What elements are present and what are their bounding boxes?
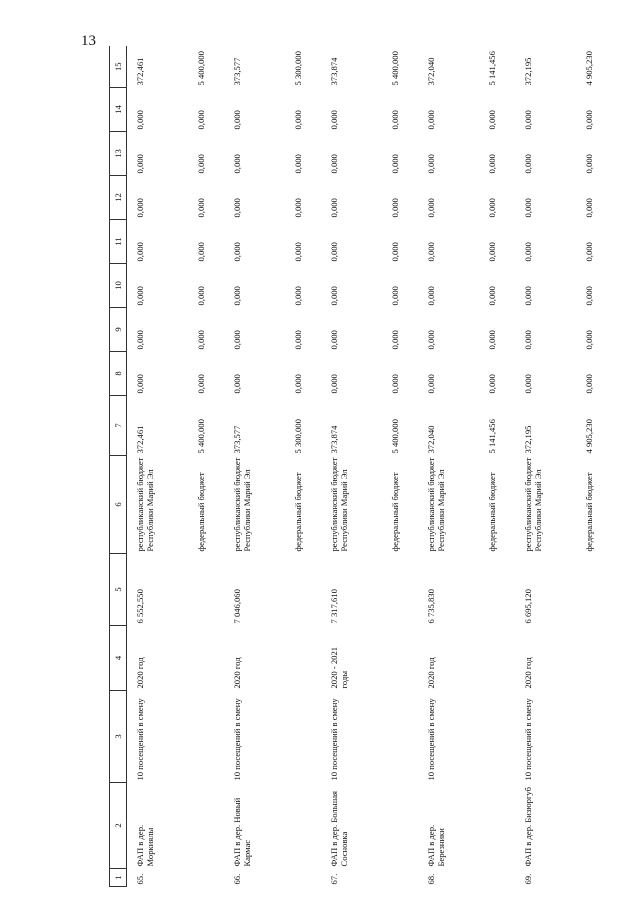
amount-cell: 0,000 xyxy=(390,330,400,350)
table-row xyxy=(224,47,290,887)
table-row xyxy=(515,47,581,887)
facility-name: ФАП в дер. Березники xyxy=(426,824,446,867)
amount-cell: 5 400,000 xyxy=(196,419,206,454)
amount-cell: 372,040 xyxy=(426,425,436,454)
amount-cell: 0,000 xyxy=(584,330,594,350)
table-row xyxy=(418,47,484,887)
amount-cell: 0,000 xyxy=(426,154,436,174)
total-cost: 7 046,060 xyxy=(232,589,242,624)
amount-cell: 0,000 xyxy=(135,154,145,174)
period: 2020 год xyxy=(426,657,436,689)
amount-cell: 0,000 xyxy=(390,242,400,262)
amount-cell: 0,000 xyxy=(426,286,436,306)
amount-cell: 5 300,000 xyxy=(293,419,303,454)
column-number: 14 xyxy=(110,88,127,132)
amount-cell: 0,000 xyxy=(426,242,436,262)
column-number-row xyxy=(110,47,127,887)
column-number: 9 xyxy=(110,308,127,352)
amount-cell: 0,000 xyxy=(135,286,145,306)
column-number: 2 xyxy=(110,783,127,869)
amount-cell: 0,000 xyxy=(196,374,206,394)
amount-cell: 0,000 xyxy=(390,110,400,130)
amount-cell: 0,000 xyxy=(135,198,145,218)
funding-source-republican: республиканский бюджет Республики Марий Эл xyxy=(426,457,446,552)
budget-table xyxy=(109,47,612,888)
amount-cell: 5 300,000 xyxy=(293,51,303,86)
capacity: 10 посещений в смену xyxy=(232,698,242,781)
amount-cell: 4 905,230 xyxy=(584,51,594,86)
total-cost: 6 695,120 xyxy=(523,589,533,624)
row-number: 67. xyxy=(329,873,339,885)
column-number: 3 xyxy=(110,691,127,783)
amount-cell: 0,000 xyxy=(196,330,206,350)
column-number: 15 xyxy=(110,47,127,88)
period: 2020 год xyxy=(523,657,533,689)
amount-cell: 0,000 xyxy=(426,198,436,218)
amount-cell: 4 905,230 xyxy=(584,419,594,454)
column-number: 11 xyxy=(110,220,127,264)
total-cost: 6 552,550 xyxy=(135,589,145,624)
amount-cell: 0,000 xyxy=(584,198,594,218)
amount-cell: 0,000 xyxy=(232,154,242,174)
amount-cell: 0,000 xyxy=(426,110,436,130)
amount-cell: 0,000 xyxy=(523,286,533,306)
amount-cell: 0,000 xyxy=(584,110,594,130)
amount-cell: 0,000 xyxy=(232,374,242,394)
amount-cell: 0,000 xyxy=(135,374,145,394)
amount-cell: 5 141,456 xyxy=(487,51,497,86)
amount-cell: 372,461 xyxy=(135,425,145,454)
amount-cell: 0,000 xyxy=(196,286,206,306)
amount-cell: 0,000 xyxy=(293,154,303,174)
amount-cell: 0,000 xyxy=(329,198,339,218)
amount-cell: 0,000 xyxy=(329,286,339,306)
total-cost: 6 735,830 xyxy=(426,589,436,624)
facility-name: ФАП в дер. Большая Сосновка xyxy=(329,790,349,867)
period: 2020 - 2021 годы xyxy=(329,646,349,689)
facility-name: ФАП в дер. Новый Кармас xyxy=(232,797,252,867)
amount-cell: 5 141,456 xyxy=(487,419,497,454)
rotated-table-page xyxy=(109,47,594,887)
amount-cell: 372,461 xyxy=(135,57,145,86)
column-number: 6 xyxy=(110,456,127,554)
amount-cell: 0,000 xyxy=(232,330,242,350)
amount-cell: 0,000 xyxy=(196,198,206,218)
amount-cell: 373,874 xyxy=(329,425,339,454)
amount-cell: 0,000 xyxy=(523,110,533,130)
funding-source-federal: федеральный бюджет xyxy=(390,472,400,552)
column-number: 12 xyxy=(110,176,127,220)
amount-cell: 0,000 xyxy=(293,198,303,218)
amount-cell: 0,000 xyxy=(390,286,400,306)
column-number: 4 xyxy=(110,626,127,691)
amount-cell: 373,577 xyxy=(232,57,242,86)
amount-cell: 0,000 xyxy=(135,110,145,130)
column-number: 1 xyxy=(110,869,127,887)
facility-name: ФАП в дер. Моркиялы xyxy=(135,824,155,867)
amount-cell: 0,000 xyxy=(584,242,594,262)
page-number: 13 xyxy=(81,33,96,49)
funding-source-republican: республиканский бюджет Республики Марий Эл xyxy=(232,457,252,552)
column-number: 5 xyxy=(110,554,127,626)
amount-cell: 0,000 xyxy=(487,330,497,350)
amount-cell: 0,000 xyxy=(487,110,497,130)
amount-cell: 0,000 xyxy=(487,154,497,174)
period: 2020 год xyxy=(232,657,242,689)
amount-cell: 0,000 xyxy=(584,154,594,174)
amount-cell: 0,000 xyxy=(135,242,145,262)
funding-source-republican: республиканский бюджет Республики Марий Эл xyxy=(523,457,543,552)
amount-cell: 0,000 xyxy=(487,242,497,262)
funding-source-republican: республиканский бюджет Республики Марий Эл xyxy=(329,457,349,552)
capacity: 10 посещений в смену xyxy=(329,698,339,781)
column-number: 10 xyxy=(110,264,127,308)
amount-cell: 0,000 xyxy=(293,242,303,262)
amount-cell: 0,000 xyxy=(329,242,339,262)
amount-cell: 5 400,000 xyxy=(390,419,400,454)
amount-cell: 0,000 xyxy=(523,198,533,218)
amount-cell: 0,000 xyxy=(329,330,339,350)
total-cost: 7 317,610 xyxy=(329,589,339,624)
amount-cell: 0,000 xyxy=(293,374,303,394)
amount-cell: 0,000 xyxy=(390,154,400,174)
amount-cell: 0,000 xyxy=(523,242,533,262)
amount-cell: 373,577 xyxy=(232,425,242,454)
column-number: 7 xyxy=(110,396,127,456)
amount-cell: 0,000 xyxy=(293,110,303,130)
amount-cell: 0,000 xyxy=(390,374,400,394)
amount-cell: 0,000 xyxy=(487,286,497,306)
amount-cell: 0,000 xyxy=(390,198,400,218)
row-number: 65. xyxy=(135,873,145,885)
amount-cell: 0,000 xyxy=(293,286,303,306)
funding-source-federal: федеральный бюджет xyxy=(293,472,303,552)
table-row xyxy=(127,47,194,887)
amount-cell: 0,000 xyxy=(329,110,339,130)
column-number: 13 xyxy=(110,132,127,176)
amount-cell: 0,000 xyxy=(293,330,303,350)
amount-cell: 0,000 xyxy=(487,374,497,394)
amount-cell: 0,000 xyxy=(135,330,145,350)
amount-cell: 0,000 xyxy=(523,154,533,174)
amount-cell: 0,000 xyxy=(232,286,242,306)
row-number: 68. xyxy=(426,873,436,885)
capacity: 10 посещений в смену xyxy=(523,698,533,781)
period: 2020 год xyxy=(135,657,145,689)
amount-cell: 373,874 xyxy=(329,57,339,86)
amount-cell: 0,000 xyxy=(487,198,497,218)
amount-cell: 0,000 xyxy=(584,286,594,306)
funding-source-federal: федеральный бюджет xyxy=(487,472,497,552)
amount-cell: 372,040 xyxy=(426,57,436,86)
row-number: 69. xyxy=(523,873,533,885)
amount-cell: 0,000 xyxy=(329,374,339,394)
amount-cell: 0,000 xyxy=(196,154,206,174)
column-number: 8 xyxy=(110,352,127,396)
capacity: 10 посещений в смену xyxy=(135,698,145,781)
table-row xyxy=(321,47,387,887)
capacity: 10 посещений в смену xyxy=(426,698,436,781)
amount-cell: 372,195 xyxy=(523,425,533,454)
funding-source-federal: федеральный бюджет xyxy=(196,472,206,552)
amount-cell: 0,000 xyxy=(196,110,206,130)
funding-source-republican: республиканский бюджет Республики Марий Эл xyxy=(135,457,155,552)
amount-cell: 0,000 xyxy=(523,330,533,350)
amount-cell: 0,000 xyxy=(196,242,206,262)
amount-cell: 5 400,000 xyxy=(390,51,400,86)
amount-cell: 0,000 xyxy=(232,110,242,130)
funding-source-federal: федеральный бюджет xyxy=(584,472,594,552)
amount-cell: 0,000 xyxy=(426,330,436,350)
amount-cell: 0,000 xyxy=(232,242,242,262)
amount-cell: 0,000 xyxy=(523,374,533,394)
amount-cell: 0,000 xyxy=(426,374,436,394)
amount-cell: 0,000 xyxy=(329,154,339,174)
amount-cell: 0,000 xyxy=(584,374,594,394)
amount-cell: 5 400,000 xyxy=(196,51,206,86)
amount-cell: 0,000 xyxy=(232,198,242,218)
row-number: 66. xyxy=(232,873,242,885)
facility-name: ФАП в дер. Бизюргуб xyxy=(523,786,533,867)
amount-cell: 372,195 xyxy=(523,57,533,86)
